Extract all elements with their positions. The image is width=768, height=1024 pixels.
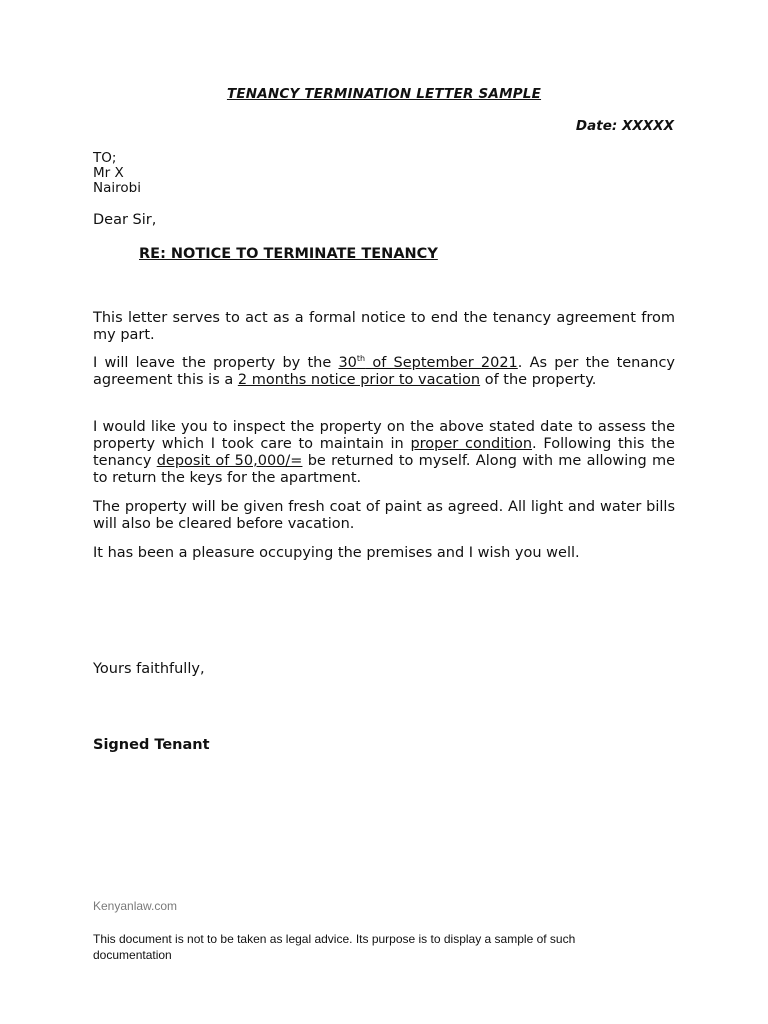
signature-line: Signed Tenant bbox=[93, 737, 210, 753]
p2-before-date: I will leave the property by the bbox=[93, 355, 339, 371]
paragraph-paint-bills: The property will be given fresh coat of paint as agreed. All light and water bills will also be cleared before vacation. bbox=[93, 499, 675, 532]
p2-notice-period: 2 months notice prior to vacation bbox=[237, 372, 481, 388]
p3-deposit: deposit of 50,000/= bbox=[156, 453, 303, 469]
p3-after: be returned to myself. Along with me allowing me to return the keys for the apartment. bbox=[93, 453, 676, 486]
paragraph-notice: This letter serves to act as a formal notice to end the tenancy agreement from my part. bbox=[93, 310, 675, 343]
p2-day-suffix: th bbox=[356, 354, 366, 364]
address-line-to: TO; bbox=[93, 150, 117, 166]
closing: Yours faithfully, bbox=[93, 661, 205, 677]
address-line-city: Nairobi bbox=[93, 180, 141, 196]
paragraph-leave-date bbox=[93, 355, 675, 389]
paragraph-farewell: It has been a pleasure occupying the premises and I wish you well. bbox=[93, 545, 580, 561]
p2-middle: . As per the tenancy agreement this is a bbox=[93, 355, 675, 388]
letter-date: Date: XXXXX bbox=[575, 118, 674, 134]
document-title: TENANCY TERMINATION LETTER SAMPLE bbox=[226, 86, 542, 102]
p2-day: 30 bbox=[338, 355, 357, 371]
p2-month-year: of September 2021 bbox=[365, 355, 518, 371]
p3-condition: proper condition bbox=[410, 436, 533, 452]
subject-line: RE: NOTICE TO TERMINATE TENANCY bbox=[139, 246, 438, 262]
address-line-name: Mr X bbox=[93, 165, 124, 181]
disclaimer-text: This document is not to be taken as legal advice. Its purpose is to display a sample of such documentation bbox=[93, 932, 576, 962]
p3-before: I would like you to inspect the property on the above stated date to assess the property which I took care to maintain in bbox=[93, 419, 675, 452]
p3-middle: . Following this the tenancy bbox=[93, 436, 675, 469]
source-text: Kenyanlaw.com bbox=[93, 899, 178, 913]
salutation: Dear Sir, bbox=[93, 212, 157, 228]
p2-after: of the property. bbox=[480, 372, 597, 388]
paragraph-inspection bbox=[93, 419, 675, 487]
p2-vacate-date bbox=[338, 355, 517, 371]
